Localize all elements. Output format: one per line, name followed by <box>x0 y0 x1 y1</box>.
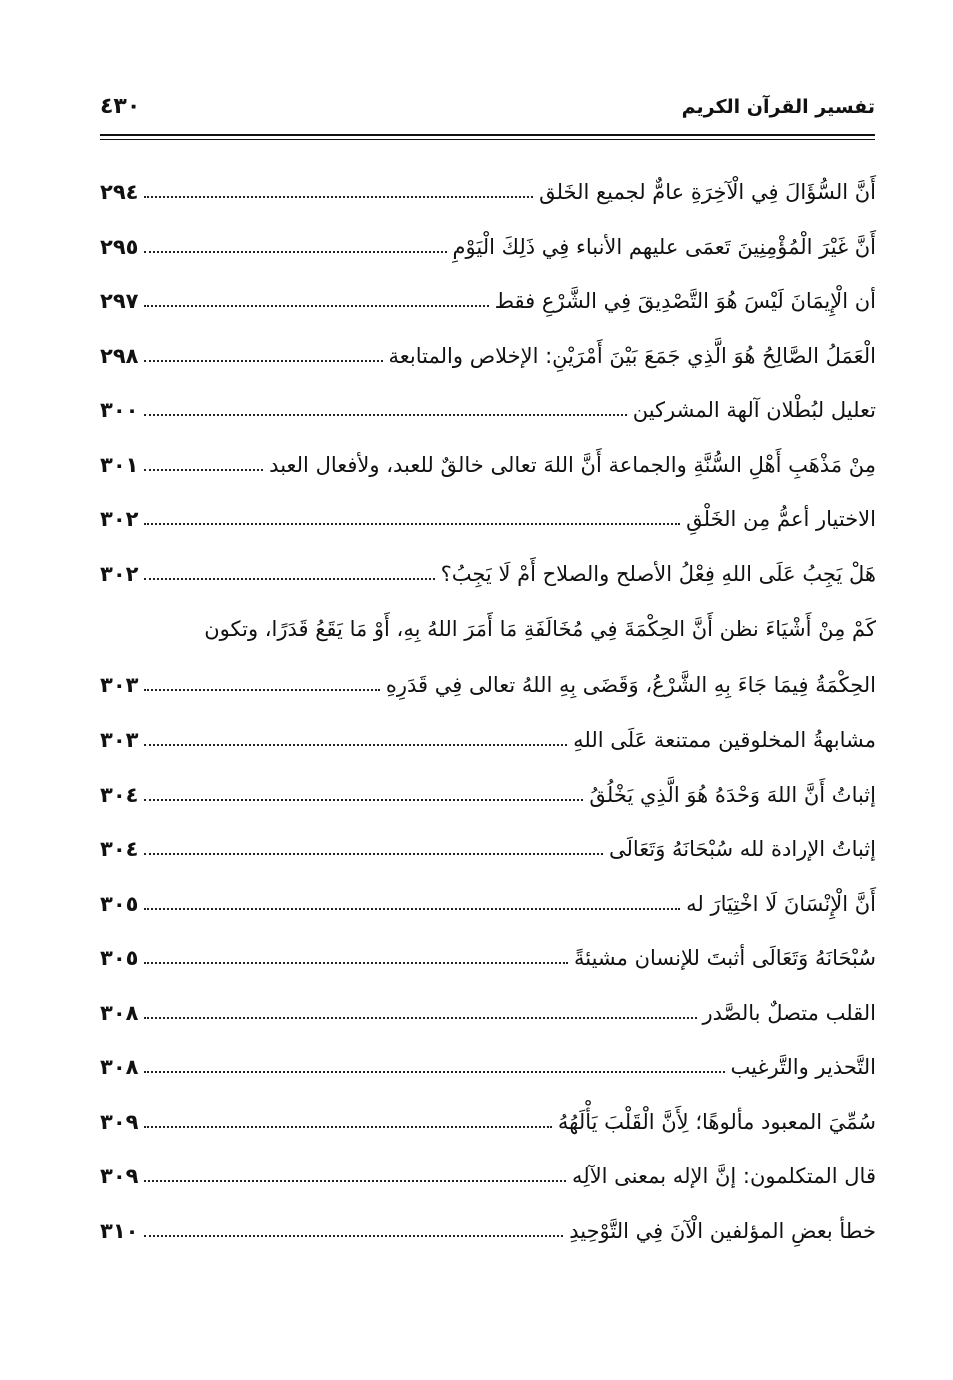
toc-entry <box>100 931 876 986</box>
toc-entry-title: سُبْحَانَهُ وَتَعَالَى أثبتَ للإنسان مشيئةً <box>574 946 876 971</box>
toc-entry-title: أن الْإِيمَانَ لَيْسَ هُوَ التَّصْدِيقَ فِي الشَّرْعِ فقط <box>494 289 876 314</box>
toc-entry-title: مشابهةُ المخلوقين ممتنعة عَلَى اللهِ <box>573 728 876 753</box>
header-rule-thin <box>100 139 875 140</box>
toc-entry-page: ٣٠٥ <box>100 946 139 971</box>
header-rule <box>100 134 875 136</box>
toc-entry-page: ٣٠٢ <box>100 507 139 532</box>
leader-dots <box>144 414 626 416</box>
toc-entry <box>100 165 876 220</box>
leader-dots <box>144 853 603 855</box>
toc-entry-page: ٣٠٨ <box>100 1055 139 1080</box>
toc-entry-title: سُمِّيَ المعبود مألوهًا؛ لِأَنَّ الْقَلْبَ يَأْلَهُهُ <box>557 1109 876 1134</box>
toc-entry <box>100 768 876 823</box>
toc-entry <box>100 492 876 547</box>
toc-entry-title: أَنَّ الْإِنْسَانَ لَا اخْتِيَارَ له <box>686 891 876 916</box>
leader-dots <box>144 578 434 580</box>
leader-dots <box>144 360 382 362</box>
toc-entry <box>100 986 876 1041</box>
toc-entry-page: ٣٠٠ <box>100 398 139 423</box>
toc-entry-page: ٣٠٥ <box>100 891 139 916</box>
leader-dots <box>144 1126 551 1128</box>
toc-entry <box>100 220 876 275</box>
toc-entry <box>100 274 876 329</box>
leader-dots <box>144 908 680 910</box>
toc-entry-page: ٢٩٨ <box>100 343 139 368</box>
leader-dots <box>144 744 567 746</box>
toc-entry-title: تعليل لبُطْلان آلهة المشركين <box>632 398 876 423</box>
toc-entry-page: ٣٠٤ <box>100 782 139 807</box>
toc-entry-title: الاختيار أعمُّ مِن الخَلْقِ <box>686 507 876 532</box>
leader-dots <box>144 523 680 525</box>
toc-entry <box>100 547 876 602</box>
running-title: تفسير القرآن الكريم <box>681 96 875 118</box>
toc-entry <box>100 438 876 493</box>
toc-entry-page: ٣٠٩ <box>100 1164 139 1189</box>
toc-entry-title: القلب متصلٌ بالصَّدر <box>702 1000 876 1025</box>
toc-entry-page: ٢٩٤ <box>100 180 139 205</box>
toc-entry-title: التَّحذير والتَّرغيب <box>730 1055 876 1080</box>
leader-dots <box>144 689 379 691</box>
toc-entry <box>100 1095 876 1150</box>
page-number: ٤٣٠ <box>100 94 141 119</box>
toc-entry-multiline <box>100 601 876 713</box>
toc-entry-title: الْعَمَلُ الصَّالِحُ هُوَ الَّذِي جَمَعَ بَيْنَ أَمْرَيْنِ: الإخلاص والمتابعة <box>388 343 876 368</box>
toc-entry <box>100 1149 876 1204</box>
toc-entry-title: الحِكْمَةُ فِيمَا جَاءَ بِهِ الشَّرْعُ، وَقَضَى بِهِ اللهُ تعالى فِي قَدَرِهِ <box>385 673 876 697</box>
leader-dots <box>144 469 263 471</box>
toc-entry-title: أَنَّ غَيْرَ الْمُؤْمِنِينَ تَعمَى عليهم الأنباء فِي ذَلِكَ الْيَوْمِ <box>452 234 876 259</box>
toc-entry-title-first-line: كَمْ مِنْ أَشْيَاءَ نظن أَنَّ الحِكْمَةَ فِي مُخَالَفَةِ مَا أَمَرَ اللهُ بِهِ، أَوْ مَا يَقَعُ قَدَرًا، وتكون <box>204 617 876 641</box>
toc-entry <box>100 1204 876 1259</box>
leader-dots <box>144 305 488 307</box>
leader-dots <box>144 1017 696 1019</box>
toc-entry-page: ٢٩٧ <box>100 289 139 314</box>
leader-dots <box>144 251 446 253</box>
toc-entry-title: خطأ بعضِ المؤلفين الْآنَ فِي التَّوْحِيدِ <box>569 1218 876 1243</box>
toc-entry-title: إثباتُ الإرادة لله سُبْحَانَهُ وَتَعَالَى <box>608 837 876 862</box>
toc-entry <box>100 383 876 438</box>
toc-entry <box>100 877 876 932</box>
toc-entry <box>100 329 876 384</box>
leader-dots <box>144 196 533 198</box>
toc-entry-page: ٣٠٨ <box>100 1000 139 1025</box>
toc-entry-title: أَنَّ السُّؤَالَ فِي الْآخِرَةِ عامٌّ لجميع الخَلق <box>539 180 876 205</box>
toc-entry-page: ٣٠١ <box>100 452 139 477</box>
toc-entry-title: مِنْ مَذْهَبِ أَهْلِ السُّنَّةِ والجماعة أَنَّ اللهَ تعالى خالقٌ للعبد، ولأفعال العبد <box>269 452 876 477</box>
leader-dots <box>144 1180 566 1182</box>
toc-entry-page: ٣٠٢ <box>100 561 139 586</box>
toc-entry-page: ٣٠٤ <box>100 837 139 862</box>
leader-dots <box>144 799 583 801</box>
toc-entry-page: ٣٠٣ <box>100 673 139 697</box>
toc-entry-title: إثباتُ أَنَّ اللهَ وَحْدَهُ هُوَ الَّذِي يَخْلُقُ <box>589 782 876 807</box>
table-of-contents <box>100 165 876 1258</box>
page-header <box>100 92 875 132</box>
leader-dots <box>144 1071 724 1073</box>
toc-entry-page: ٣٠٣ <box>100 728 139 753</box>
toc-entry-title: قال المتكلمون: إنَّ الإله بمعنى الآلِه <box>572 1164 876 1189</box>
toc-entry-page: ٢٩٥ <box>100 234 139 259</box>
toc-entry-page: ٣١٠ <box>100 1218 139 1243</box>
leader-dots <box>144 962 568 964</box>
leader-dots <box>144 1235 563 1237</box>
toc-entry <box>100 713 876 768</box>
toc-entry-page: ٣٠٩ <box>100 1109 139 1134</box>
toc-entry-title: هَلْ يَجِبُ عَلَى اللهِ فِعْلُ الأصلح والصلاح أَمْ لَا يَجِبُ؟ <box>440 561 876 586</box>
toc-entry <box>100 822 876 877</box>
toc-entry <box>100 1040 876 1095</box>
